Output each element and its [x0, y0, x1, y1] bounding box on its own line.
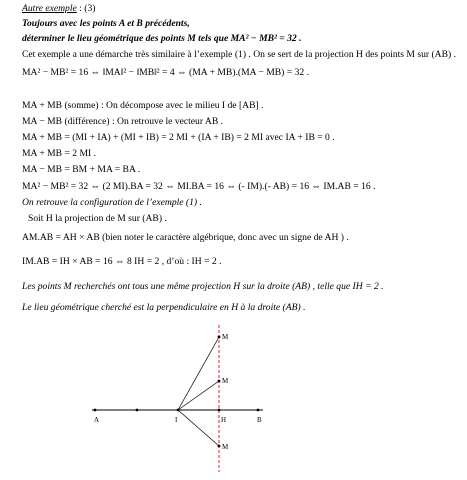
point-i — [177, 409, 180, 412]
label-m-top: M — [222, 333, 229, 341]
problem-line-1: Toujours avec les points A et B précédents, — [22, 18, 190, 29]
intro-rest: : (3) — [76, 3, 96, 14]
label-m-bottom: M — [222, 443, 229, 451]
segment-im-bottom — [178, 410, 219, 446]
intro-line — [22, 3, 95, 14]
difference-line: MA − MB (différence) : On retrouve le vecteur AB . — [22, 116, 224, 127]
projection-line: Soit H la projection de M sur (AB) . — [28, 213, 167, 224]
point-m-middle — [218, 380, 221, 383]
segment-im-middle — [178, 381, 219, 410]
intro-label: Autre exemple — [22, 3, 77, 14]
label-b: B — [257, 416, 262, 424]
label-m-middle: M — [222, 377, 229, 385]
configuration-line: On retrouve la configuration de l’exemple (1) . — [22, 197, 202, 208]
method-line: Cet exemple a une démarche très similaire à l’exemple (1) . On se sert de la projection H des points M sur (AB) . — [22, 49, 456, 60]
point-h — [218, 409, 221, 412]
algebraic-line: AM.AB = AH × AB (bien noter le caractère algébrique, donc avec un signe de AH ) . — [22, 232, 349, 243]
difference-result-line: MA − MB = BM + MA = BA . — [22, 164, 141, 175]
segment-im-top — [178, 337, 219, 410]
point-b — [257, 409, 260, 412]
point-m-bottom — [218, 445, 221, 448]
sum-line: MA + MB (somme) : On décompose avec le milieu I de [AB] . — [22, 100, 264, 111]
chasles-line: MA + MB = (MI + IA) + (MI + IB) = 2 MI + (IA + IB) = 2 MI avec IA + IB = 0 . — [22, 132, 335, 143]
label-i: I — [175, 416, 178, 424]
point-tick — [136, 409, 139, 412]
geometry-figure — [0, 320, 467, 480]
scalar-product-line: MA² − MB² = 32 ⇔ (2 MI).BA = 32 ⇔ MI.BA = 16 ⇔ (- IM).(- AB) = 16 ⇔ IM.AB = 16 . — [22, 181, 376, 192]
sum-result-line: MA + MB = 2 MI . — [22, 148, 96, 159]
problem-line-2: déterminer le lieu géométrique des points M tels que MA² − MB² = 32 . — [22, 33, 302, 44]
label-h: H — [221, 416, 227, 424]
conclusion-line: Le lieu géométrique cherché est la perpendiculaire en H à la droite (AB) . — [22, 302, 306, 313]
label-a: A — [94, 416, 100, 424]
point-m-top — [218, 336, 221, 339]
equivalence-line: MA² − MB² = 16 ⇔ ‖MA‖² − ‖MB‖² = 4 ⇔ (MA + MB).(MA − MB) = 32 . — [22, 67, 309, 78]
ih-result-line: IM.AB = IH × AB = 16 ⇔ 8 IH = 2 , d’où : IH = 2 . — [22, 256, 222, 267]
point-a — [94, 409, 97, 412]
points-m-line: Les points M recherchés ont tous une même projection H sur la droite (AB) , telle que IH = 2 . — [22, 281, 384, 292]
